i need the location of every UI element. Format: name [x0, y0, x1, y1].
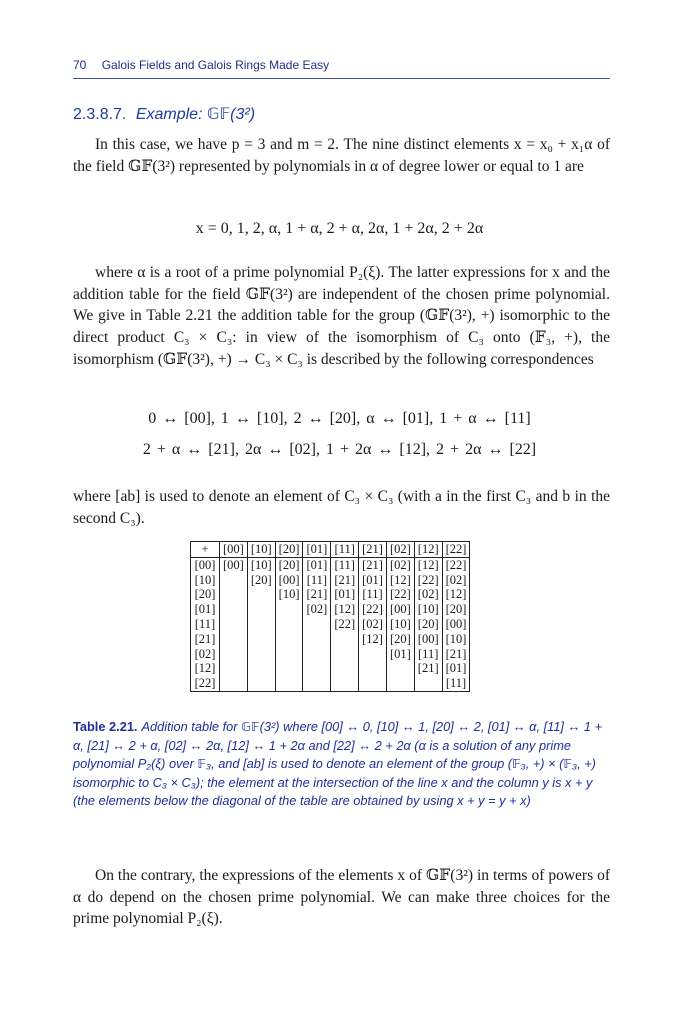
table-cell: [10] — [415, 602, 443, 617]
table-cell — [331, 676, 359, 691]
table-cell: [00] — [445, 616, 467, 631]
table-cell — [248, 647, 276, 662]
table-cell: [22] — [387, 587, 415, 602]
table-row — [191, 617, 469, 632]
table-cell — [248, 602, 276, 617]
table-cell — [359, 676, 387, 691]
table-cell: [20] — [276, 558, 304, 573]
table-cell: [01] — [303, 558, 331, 573]
table-cell — [387, 661, 415, 676]
table-cell — [276, 647, 304, 662]
caption-label: Table 2.21. — [73, 719, 138, 734]
table-cell: [00] — [415, 632, 443, 647]
table-cell — [220, 617, 248, 632]
table-cell: [20] — [415, 617, 443, 632]
table-row — [191, 647, 469, 662]
caption-text: Addition table for 𝔾𝔽(3²) where [00] ↔ 0, [10] ↔ 1, [20] ↔ 2, [01] ↔ α, [11] ↔ 1 + α, [21] ↔ 2 + α, [02] ↔ 2α, [12] ↔ 1 + 2α and [22] ↔ 2 + 2α (α is a solution of any prime polynomial P₂(ξ) over 𝔽₃, and [ab] is used to denote an element of the group (𝔽₃, +) × (𝔽₃, +) isomorphic to C₃ × C₃); the element at the intersection of the line x and the column y is x + y (the elements below the diagonal of the table are obtained by using x + y = y + x) — [73, 719, 603, 808]
table-row — [191, 676, 469, 691]
paragraph-isomorphism-text: where α is a root of a prime polynomial P₂(ξ). The latter expressions for x and the addition table for the field 𝔾𝔽(3²) are independent of the chosen prime polynomial. We give in Table 2.21 the addition table for the group (𝔾𝔽(3²), +) isomorphic to the direct product C₃ × C₃: in view of the isomorphism of C₃ onto (𝔽₃, +), the isomorphism (𝔾𝔽(3²), +) → C₃ × C₃ is described by the following correspondences — [73, 264, 610, 368]
table-cell — [220, 632, 248, 647]
book-title: Galois Fields and Galois Rings Made Easy — [101, 58, 330, 72]
table-cell — [248, 587, 276, 602]
table-row-header: [12] — [191, 661, 220, 676]
table-cell — [220, 647, 248, 662]
table-row — [191, 632, 469, 647]
table-cell: [11] — [359, 587, 387, 602]
table-cell — [248, 676, 276, 691]
table-cell: [21] — [445, 646, 467, 661]
table-row-header: [20] — [191, 587, 220, 602]
section-number: 2.3.8.7. — [73, 106, 127, 123]
table-row — [191, 587, 469, 602]
paragraph-conclusion-text: On the contrary, the expressions of the elements x of 𝔾𝔽(3²) in terms of powers of α do depend on the chosen prime polynomial. We can make three choices for the prime polynomial P₂(ξ). — [73, 867, 610, 928]
correspondence-line-2: 2 + α ↔ [21], 2α ↔ [02], 1 + 2α ↔ [12], 2 + 2α ↔ [22] — [142, 441, 537, 458]
table-cell: [21] — [359, 558, 387, 573]
running-header — [73, 58, 610, 79]
table-cell — [415, 676, 443, 691]
table-cell: [22] — [415, 573, 443, 588]
table-cell — [303, 676, 331, 691]
table-cell: [21] — [415, 661, 443, 676]
table-cell: [22] — [445, 557, 467, 572]
table-column-header: [22] — [443, 542, 470, 558]
paragraph-intro-text: In this case, we have p = 3 and m = 2. The nine distinct elements x = x₀ + x₁α of the field 𝔾𝔽(3²) represented by polynomials in α of degree lower or equal to 1 are — [73, 136, 610, 175]
table-cell: [02] — [359, 617, 387, 632]
table-cell — [331, 661, 359, 676]
paragraph-notation — [73, 486, 610, 529]
elements-equation: x = 0, 1, 2, α, 1 + α, 2 + α, 2α, 1 + 2α, 2 + 2α — [195, 220, 484, 237]
table-cell: [01] — [445, 661, 467, 676]
table-cell: [11] — [331, 558, 359, 573]
table-row-header: [22] — [191, 676, 220, 691]
table-cell — [220, 661, 248, 676]
table-cell: [00] — [220, 558, 248, 573]
table-cell — [359, 647, 387, 662]
table-column-header: [20] — [276, 542, 304, 558]
table-cell — [220, 573, 248, 588]
table-cell — [276, 676, 304, 691]
table-cell: [22] — [331, 617, 359, 632]
table-column-header: [11] — [331, 542, 359, 558]
table-cell: [02] — [387, 558, 415, 573]
table-cell — [303, 632, 331, 647]
table-cell: [00] — [387, 602, 415, 617]
table-cell: [21] — [303, 587, 331, 602]
table-cell: [21] — [331, 573, 359, 588]
table-cell: [02] — [303, 602, 331, 617]
table-cell — [220, 676, 248, 691]
table-cell — [220, 587, 248, 602]
paragraph-intro — [73, 134, 610, 177]
section-title: Example: 𝔾𝔽(3²) — [135, 106, 256, 123]
table-row — [191, 558, 469, 573]
table-cell: [10] — [387, 617, 415, 632]
table-corner-cell: + — [191, 542, 220, 558]
table-cell: [01] — [359, 573, 387, 588]
table-cell: [11] — [303, 573, 331, 588]
table-cell: [01] — [387, 647, 415, 662]
table-cell: [12] — [445, 587, 467, 602]
table-cell — [276, 632, 304, 647]
table-column-header: [01] — [303, 542, 331, 558]
table-cell: [12] — [387, 573, 415, 588]
table-cell — [331, 647, 359, 662]
table-cell — [303, 647, 331, 662]
table-row-header: [01] — [191, 602, 220, 617]
table-row-header: [11] — [191, 617, 220, 632]
table-row — [191, 573, 469, 588]
table-column-header: [00] — [220, 542, 248, 558]
table-cell — [220, 602, 248, 617]
table-cell: [01] — [331, 587, 359, 602]
addition-table — [190, 541, 470, 692]
table-cell — [248, 632, 276, 647]
page-number: 70 — [73, 58, 87, 72]
paragraph-conclusion — [73, 865, 610, 930]
table-row — [191, 661, 469, 676]
table-cell: [02] — [445, 572, 467, 587]
table-cell — [248, 661, 276, 676]
table-cell: [12] — [331, 602, 359, 617]
table-caption — [73, 718, 613, 811]
table-row-header: [21] — [191, 632, 220, 647]
table-cell — [276, 617, 304, 632]
table-cell: [10] — [445, 631, 467, 646]
table-column-header: [02] — [387, 542, 415, 558]
paragraph-isomorphism — [73, 262, 610, 371]
table-column-header: [12] — [415, 542, 443, 558]
table-cell: [00] — [276, 573, 304, 588]
table-cell — [303, 617, 331, 632]
table-cell — [276, 661, 304, 676]
table-row-header: [02] — [191, 647, 220, 662]
table-row-header: [00] — [191, 558, 220, 573]
table-cell: [11] — [415, 647, 443, 662]
table-cell: [20] — [248, 573, 276, 588]
table-column-header: [10] — [248, 542, 276, 558]
table-cell: [20] — [445, 602, 467, 617]
table-cell: [12] — [359, 632, 387, 647]
section-heading — [73, 104, 255, 124]
correspondence-line-1: 0 ↔ [00], 1 ↔ [10], 2 ↔ [20], α ↔ [01], 1 + α ↔ [11] — [148, 410, 531, 427]
table-cell: [10] — [248, 558, 276, 573]
table-column-header: [21] — [359, 542, 387, 558]
table-cell: [10] — [276, 587, 304, 602]
table-row — [191, 602, 469, 617]
table-cell: [20] — [387, 632, 415, 647]
table-cell — [387, 676, 415, 691]
table-cell — [248, 617, 276, 632]
table-cell: [12] — [415, 558, 443, 573]
table-cell — [331, 632, 359, 647]
table-cell: [11] — [445, 676, 467, 691]
paragraph-notation-text: where [ab] is used to denote an element of C₃ × C₃ (with a in the first C₃ and b in the second C₃). — [73, 488, 610, 527]
table-row-header: [10] — [191, 573, 220, 588]
table-cell: [22] — [359, 602, 387, 617]
table-cell: [02] — [415, 587, 443, 602]
table-header-row — [191, 542, 469, 558]
table-cell — [276, 602, 304, 617]
table-cell — [303, 661, 331, 676]
table-cell — [359, 661, 387, 676]
